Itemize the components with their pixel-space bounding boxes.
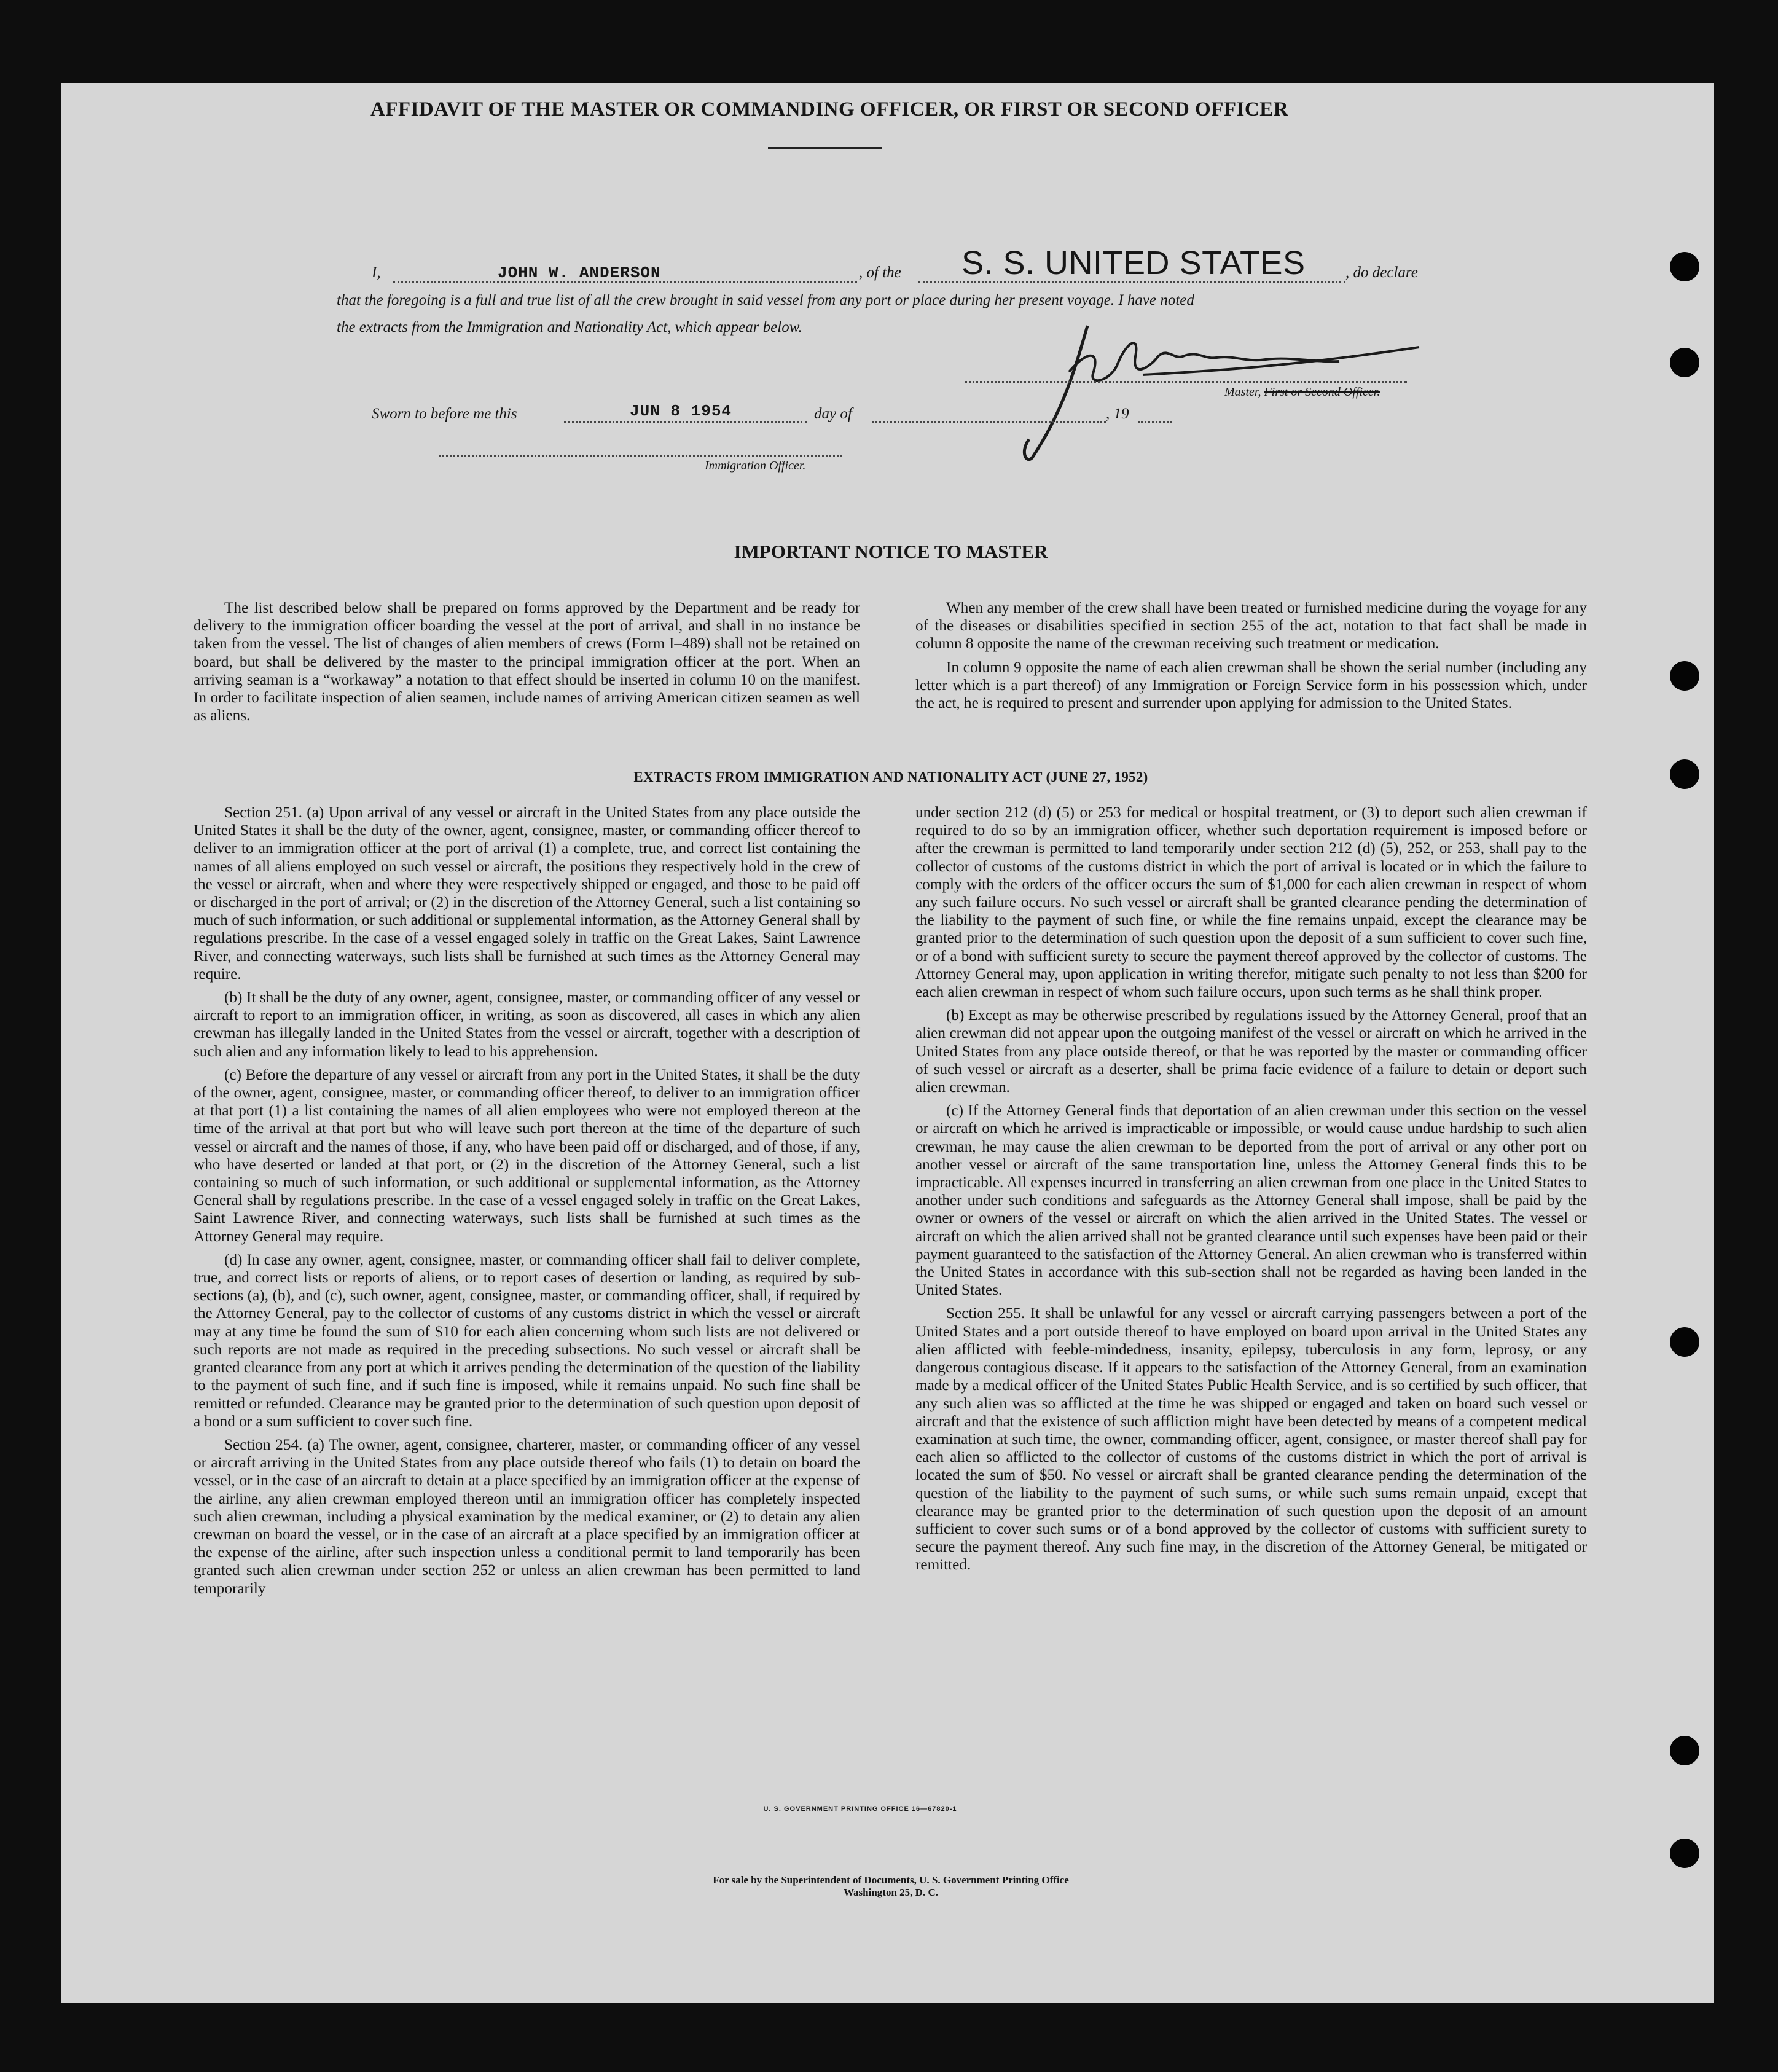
master-name-field: JOHN W. ANDERSON	[498, 264, 661, 282]
section-255: Section 255. It shall be unlawful for any vessel or aircraft carrying passengers between a port of the United States and a port outside thereof to have employed on board upon arrival in the United States any alien afflicted with feeble-mindedness, insanity, epilepsy, tuberculosis in any form, leprosy, or any dangerous contagious disease. If it appears to the satisfaction of the Attorney General, from an examination made by a medical officer of the United States Public Health Service, and is so certified by such officer, that any such alien was so afflicted at the time he was shipped or engaged and taken on board such vessel or aircraft and that the existence of such affliction might have been detected by means of a competent medical examination at such time, the owner, commanding officer, agent, consignee, or master thereof shall pay for each alien so afflicted to the collector of customs of the customs district in which the port of arrival is located the sum of $50. No vessel or aircraft shall be granted clearance pending the determination of the question of the liability to the payment of such sums, or while such sums remain unpaid, except that clearance may be granted prior to the determination of such question upon the deposit of an amount sufficient to cover such sums or of a bond approved by the collector of customs with sufficient surety to secure the payment thereof. Any such fine may, in the discretion of the Attorney General, be mitigated or remitted.	[915, 1305, 1587, 1574]
extracts-right-column	[915, 804, 1587, 1580]
declaration-line-3: the extracts from the Immigration and Nationality Act, which appear below.	[337, 319, 802, 336]
notice-left-paragraph: The list described below shall be prepared on forms approved by the Department and be ready for delivery to the immigration officer boarding the vessel at the port of arrival, and shall in no instance be taken from the vessel. The list of changes of alien members of crews (Form I–489) shall not be retained on board, but shall be delivered by the master to the principal immigration officer at the port. When an arriving seaman is a “workaway” a notation to that effect should be inserted in column 10 on the manifest. In order to facilitate inspection of alien seamen, include names of arriving American citizen seamen as well as aliens.	[194, 600, 860, 724]
master-caption-text: Master,	[1224, 385, 1261, 399]
master-caption	[1224, 385, 1380, 399]
punch-hole	[1670, 1839, 1699, 1868]
punch-hole	[1670, 1736, 1699, 1765]
notice-right-paragraph-2: In column 9 opposite the name of each alien crewman shall be shown the serial number (including any letter which is a part thereof) of any Immigration or Foreign Service form in his possession which, under the act, he is required to present and surrender upon applying for admission to the United States.	[915, 659, 1587, 712]
immigration-officer-line	[439, 455, 842, 457]
for-sale-line-1: For sale by the Superintendent of Documents, U. S. Government Printing Office	[713, 1874, 1069, 1886]
sworn-date-line	[564, 421, 807, 423]
section-254-a: Section 254. (a) The owner, agent, consignee, charterer, master, or commanding officer of any vessel or aircraft arriving in the United States from any place outside thereof who fails (1) to detain on board the vessel, or in the case of an aircraft to detain at a place specified by an immigration officer at the expense of the airline, any alien crewman employed thereon until an immigration officer has completely inspected such alien crewman, including a physical examination by the medical examiner, or (2) to detain any alien crewman on board the vessel, or in the case of an aircraft at a place specified by an immigration officer at the expense of the airline, after such inspection unless a conditional permit to land temporarily has been granted such alien crewman under section 252 or unless an alien crewman has been permitted to land temporarily	[194, 1436, 860, 1597]
immigration-officer-caption: Immigration Officer.	[705, 459, 806, 473]
of-the-label: , of the	[859, 264, 901, 281]
section-251-d: (d) In case any owner, agent, consignee, master, or commanding officer shall fail to deliver complete, true, and correct lists or reports of aliens, or to report cases of desertion or landing, as required by sub-sections (a), (b), and (c), such owner, agent, consignee, master, or commanding officer, shall, if required by the Attorney General, pay to the collector of customs of any customs district in which the vessel or aircraft may at any time be found the sum of $10 for each alien concerning whom such lists are not delivered or such reports are not made as required in the preceding subsections. No such vessel or aircraft shall be granted clearance from any port at which it arrives pending the determination of the question of the liability to the payment of such fine, and if such fine is imposed, while it remains unpaid. No such fine shall be remitted or refunded. Clearance may be granted prior to the determination of such question upon deposit of a bond or a sum sufficient to cover such fine.	[194, 1251, 860, 1430]
section-251-c: (c) Before the departure of any vessel or aircraft from any port in the United States, it shall be the duty of the owner, agent, consignee, master, or commanding officer thereof, to deliver to an immigration officer at that port (1) a list containing the names of all alien employees who were not employed thereon at the time of the arrival at that port but who will leave such port thereon at the time of the departure of such vessel or aircraft and the names of those, if any, who have been paid off or discharged, and of those, if any, who have deserted or landed at that port, or (2) in the discretion of the Attorney General, such a list containing so much of such information, or such additional or supplemental information, as the Attorney General shall by regulations prescribe. In the case of a vessel engaged solely in traffic on the Great Lakes, Saint Lawrence River, and connecting waterways, such lists shall be furnished at such times as the Attorney General may require.	[194, 1066, 860, 1245]
sworn-label: Sworn to before me this	[372, 406, 517, 422]
year-label: , 19	[1106, 406, 1129, 422]
struck-officer-caption: First or Second Officer.	[1264, 385, 1380, 399]
title-divider	[768, 147, 882, 149]
printing-office-line: U. S. GOVERNMENT PRINTING OFFICE 16—67820-1	[763, 1805, 957, 1813]
i-label: I,	[372, 264, 381, 281]
punch-hole	[1670, 252, 1699, 281]
for-sale-notice	[614, 1874, 1167, 1899]
section-254-a-continued: under section 212 (d) (5) or 253 for medical or hospital treatment, or (3) to deport such alien crewman if required to do so by an immigration officer, whether such deportation requirement is imposed before or after the crewman is permitted to land temporarily under section 212 (d) (5), 252, or 253, shall pay to the collector of customs of the customs district in which the port of arrival is located or in which the failure to comply with the orders of the officer occurs the sum of $1,000 for each alien crewman in respect of whom any such failure occurs. No such vessel or aircraft shall be granted clearance pending the determination of the liability to the payment of such fine, or while the fine remains unpaid, except the clearance may be granted prior to the determination of such question upon the deposit of a sum sufficient to cover such fine, or of a bond with sufficient surety to secure the payment thereof approved by the collector of customs. The Attorney General may, upon application in writing therefor, mitigate such penalty to not less than $200 for each alien crewman in respect of whom such failure occurs, upon such terms as he shall think proper.	[915, 804, 1587, 1001]
notice-heading: IMPORTANT NOTICE TO MASTER	[734, 541, 1048, 562]
section-254-c: (c) If the Attorney General finds that deportation of an alien crewman under this section on the vessel or aircraft on which he arrived is impracticable or impossible, or would cause undue hardship to such alien crewman, he may cause the alien crewman to be deported from the port of arrival or any other port on another vessel or aircraft of the same transportation line, unless the Attorney General finds this to be impracticable. All expenses incurred in transferring an alien crewman from one place in the United States to another under such conditions and safeguards as the Attorney General shall impose, shall be paid by the owner or owners of the vessel or aircraft on which the alien arrived in the United States. The vessel or aircraft on which the alien arrived shall not be granted clearance until such expenses have been paid or their payment guaranteed to the satisfaction of the Attorney General. An alien crewman who is transferred within the United States in accordance with this sub-section shall not be regarded as having been landed in the United States.	[915, 1102, 1587, 1299]
notice-right-paragraph-1: When any member of the crew shall have been treated or furnished medicine during the voyage for any of the diseases or disabilities specified in section 255 of the act, notation to that fact shall be made in column 8 opposite the name of the crewman receiving such treatment or medication.	[915, 600, 1587, 653]
notice-left-column	[194, 599, 860, 730]
punch-hole	[1670, 759, 1699, 789]
year-line	[1138, 421, 1172, 423]
vessel-name-field: S. S. UNITED STATES	[961, 245, 1306, 281]
punch-hole	[1670, 661, 1699, 691]
affidavit-title: AFFIDAVIT OF THE MASTER OR COMMANDING OFFICER, OR FIRST OR SECOND OFFICER	[370, 98, 1289, 120]
notice-right-column	[915, 599, 1587, 718]
for-sale-line-2: Washington 25, D. C.	[844, 1886, 938, 1898]
section-251-a: Section 251. (a) Upon arrival of any vessel or aircraft in the United States from any place outside the United States it shall be the duty of the owner, agent, consignee, master, or commanding officer thereof to deliver to an immigration officer at the port of arrival (1) a complete, true, and correct list containing the names of all aliens employed on such vessel or aircraft, the positions they respectively hold in the crew of the vessel or aircraft, when and where they were respectively shipped or engaged, and those to be paid off or discharged in the port of arrival; or (2) in the discretion of the Attorney General, such a list containing so much of such information, or such additional or supplemental information, as the Attorney General shall by regulations prescribe. In the case of a vessel engaged solely in traffic on the Great Lakes, Saint Lawrence River, and connecting waterways, such lists shall be furnished at such times as the Attorney General may require.	[194, 804, 860, 983]
sworn-date-stamp: JUN 8 1954	[630, 402, 732, 420]
month-line	[872, 421, 1106, 423]
punch-hole	[1670, 1327, 1699, 1357]
do-declare-label: , do declare	[1345, 264, 1418, 281]
section-254-b: (b) Except as may be otherwise prescribed by regulations issued by the Attorney General, proof that an alien crewman did not appear upon the outgoing manifest of the vessel or aircraft on which he arrived in the United States from any place outside thereof, or that he was reported by the master or commanding officer of such vessel or aircraft as a deserter, shall be prima facie evidence of a failure to detain or deport such alien crewman.	[915, 1007, 1587, 1096]
punch-hole	[1670, 348, 1699, 377]
section-251-b: (b) It shall be the duty of any owner, agent, consignee, master, or commanding officer of any vessel or aircraft to report to an immigration officer, in writing, as soon as discovered, all cases in which any alien crewman has illegally landed in the United States from the vessel or aircraft, together with a description of such alien and any information likely to lead to his apprehension.	[194, 989, 860, 1060]
signature-line	[965, 381, 1407, 383]
extracts-heading: EXTRACTS FROM IMMIGRATION AND NATIONALITY ACT (JUNE 27, 1952)	[633, 769, 1148, 785]
extracts-left-column	[194, 804, 860, 1603]
day-of-label: day of	[814, 406, 852, 422]
declaration-line-2: that the foregoing is a full and true list of all the crew brought in said vessel from any port or place during her present voyage. I have noted	[337, 292, 1194, 308]
